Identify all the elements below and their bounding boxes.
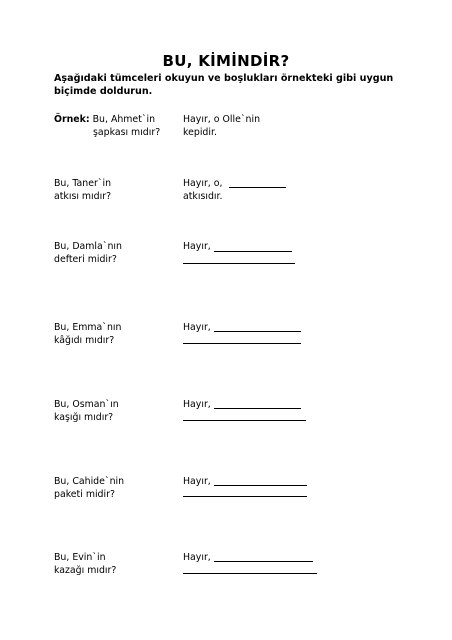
answer-6-blank-1[interactable] <box>214 561 313 562</box>
answer-4-blank-1[interactable] <box>214 408 301 409</box>
example-question-line-1: Bu, Ahmet`in <box>92 114 156 125</box>
question-1-line-2: atkısı mıdır? <box>54 191 112 202</box>
answer-1-blank[interactable] <box>229 187 286 188</box>
question-2-line-1: Bu, Damla`nın <box>54 241 122 252</box>
page-title: BU, KİMİNDİR? <box>162 52 290 70</box>
question-5-line-2: paketi midir? <box>54 489 115 500</box>
answer-1-line-2: atkısıdır. <box>183 191 223 202</box>
example-colon: : <box>85 114 90 125</box>
example-answer-line-1: Hayır, o Olle`nin <box>183 114 261 125</box>
answer-6-prefix: Hayır, <box>183 552 211 563</box>
question-3-line-1: Bu, Emma`nın <box>54 322 122 333</box>
question-3-line-2: kâğıdı mıdır? <box>54 335 115 346</box>
answer-1-prefix: Hayır, o, <box>183 178 223 189</box>
answer-2-blank-2[interactable] <box>183 263 295 264</box>
answer-2-blank-1[interactable] <box>214 251 292 252</box>
answer-5-blank-1[interactable] <box>214 485 307 486</box>
question-4-line-2: kaşığı mıdır? <box>54 412 114 423</box>
answer-4-prefix: Hayır, <box>183 399 211 410</box>
example-question-line-2: şapkası mıdır? <box>93 127 161 138</box>
question-6-line-1: Bu, Evin`in <box>54 552 106 563</box>
example-question <box>54 113 155 126</box>
instruction-line-1: Aşağıdaki tümceleri okuyun ve boşlukları örnekteki gibi uygun <box>54 73 394 84</box>
answer-3-blank-1[interactable] <box>214 331 301 332</box>
question-1-line-1: Bu, Taner`in <box>54 178 112 189</box>
answer-3-prefix: Hayır, <box>183 322 211 333</box>
answer-6-blank-2[interactable] <box>183 573 317 574</box>
answer-5-prefix: Hayır, <box>183 476 211 487</box>
answer-4-blank-2[interactable] <box>183 420 306 421</box>
answer-5-blank-2[interactable] <box>183 496 307 497</box>
answer-2-prefix: Hayır, <box>183 241 211 252</box>
instruction-line-2: biçimde doldurun. <box>54 86 153 97</box>
question-5-line-1: Bu, Cahide`nin <box>54 476 125 487</box>
question-2-line-2: defteri midir? <box>54 254 117 265</box>
answer-3-blank-2[interactable] <box>183 343 301 344</box>
example-answer-line-2: kepidir. <box>183 127 217 138</box>
instructions <box>54 72 414 98</box>
question-6-line-2: kazağı mıdır? <box>54 565 117 576</box>
example-label: Örnek <box>54 114 86 125</box>
question-4-line-1: Bu, Osman`ın <box>54 399 119 410</box>
